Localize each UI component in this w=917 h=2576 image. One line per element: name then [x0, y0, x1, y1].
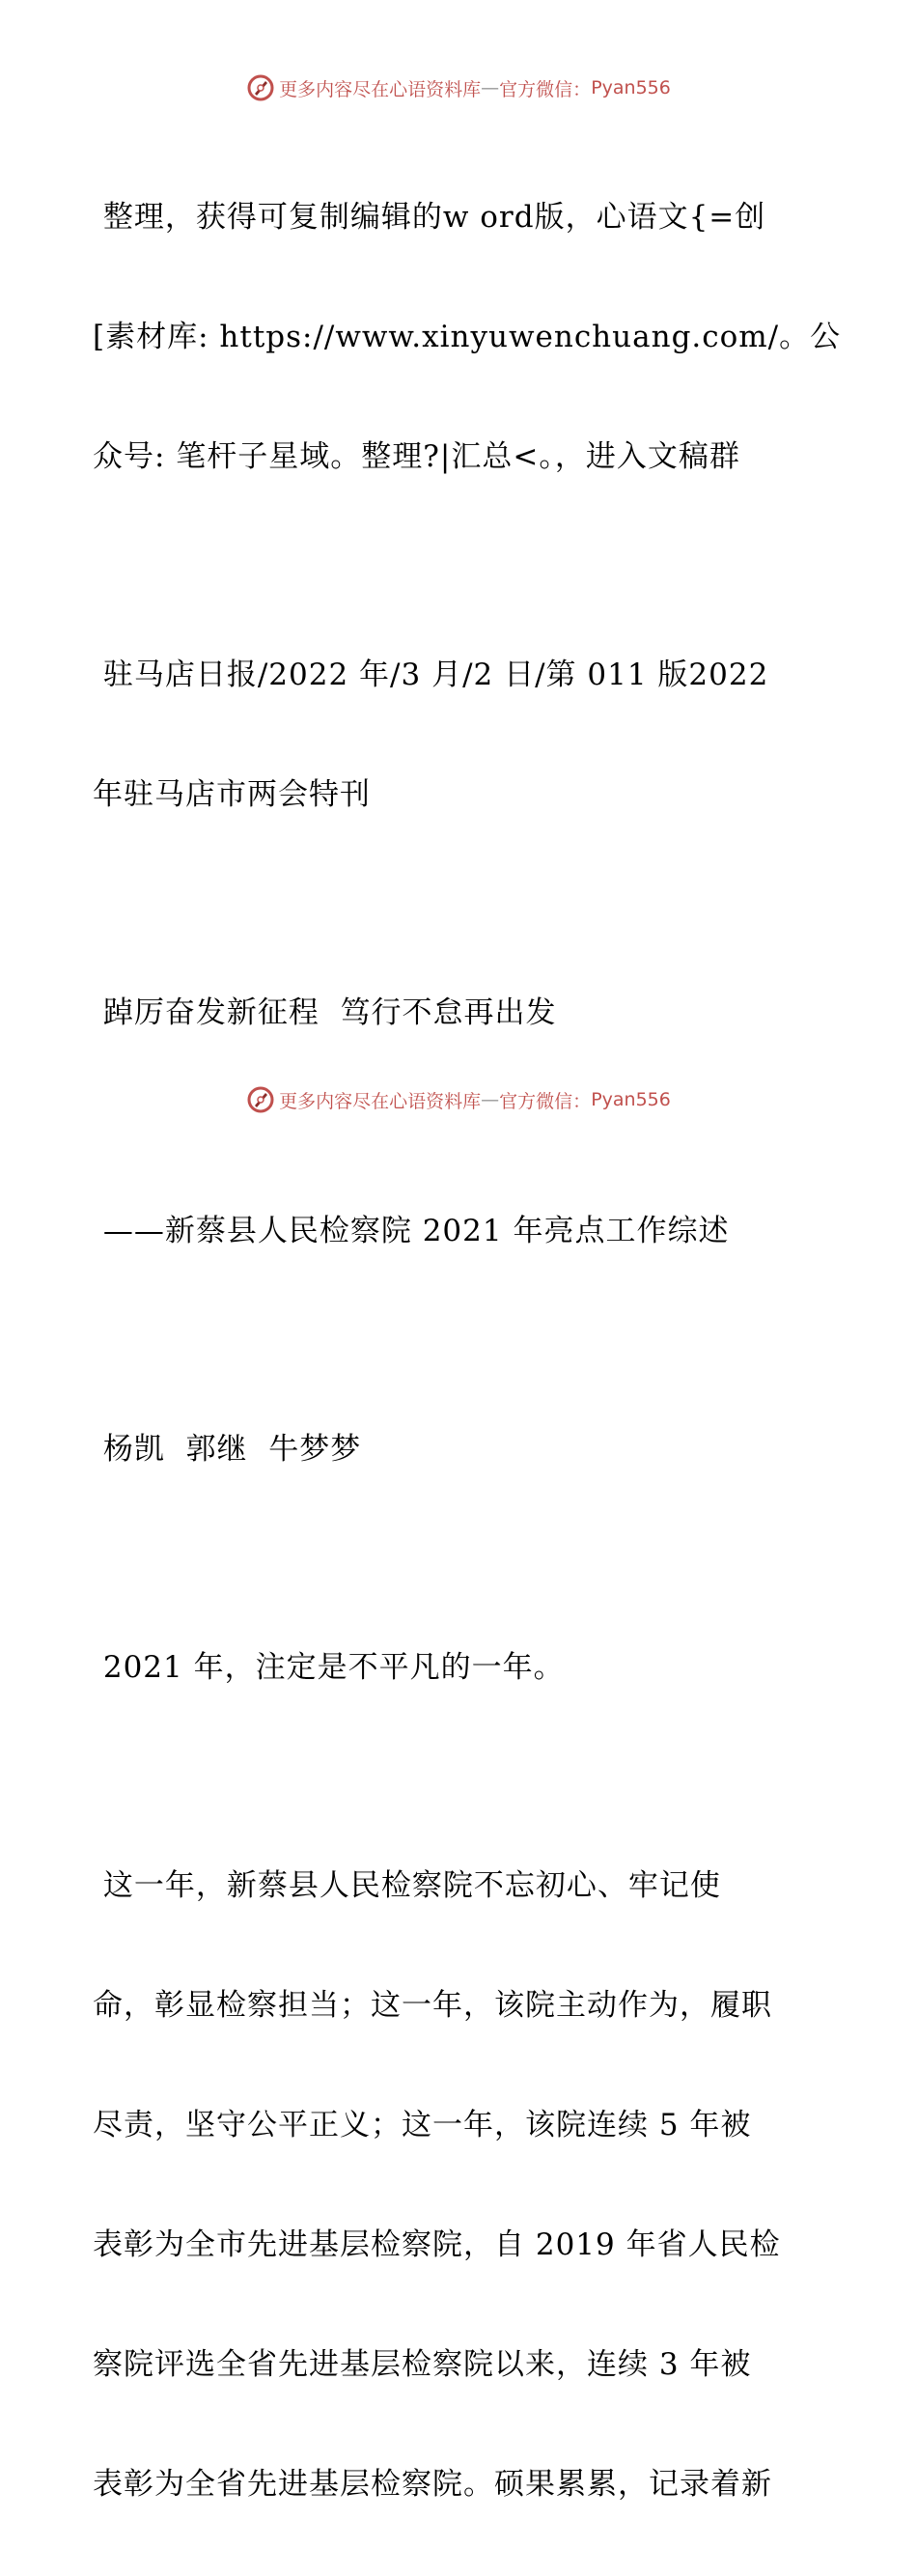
text-line: 2021 年，注定是不平凡的一年。	[93, 1650, 565, 1685]
article-subtitle	[93, 1139, 826, 1323]
text-line: 众号: 笔杆子星域。整理?|汇总<。，进入文稿群	[93, 439, 740, 474]
paragraph-source-note	[93, 126, 842, 548]
text-line: [素材库: https://www.xinyuwenchuang.com/。公	[93, 320, 842, 354]
banner-main-text: 更多内容尽在心语资料库	[279, 78, 482, 100]
text-line: 察院评选全省先进基层检察院以来，连续 3 年被	[93, 2347, 752, 2382]
header-watermark-banner	[0, 71, 917, 104]
banner-wechat-id: Pyan556	[591, 77, 671, 98]
banner-tail-text: 官方微信：	[499, 78, 592, 100]
paragraph-publication-info	[93, 583, 826, 886]
text-line: 年驻马店市两会特刊	[93, 777, 371, 812]
document-body	[93, 116, 842, 2576]
paragraph-body	[93, 1794, 826, 2576]
footer-watermark-banner	[0, 1083, 917, 1116]
article-authors	[93, 1358, 826, 1541]
paragraph-intro	[93, 1576, 826, 1759]
quill-logo-icon	[246, 1085, 275, 1114]
text-line: 尽责，坚守公平正义；这一年，该院连续 5 年被	[93, 2108, 752, 2142]
text-line: 表彰为全省先进基层检察院。硕果累累，记录着新	[93, 2467, 772, 2502]
text-line: 驻马店日报/2022 年/3 月/2 日/第 011 版2022	[93, 658, 769, 692]
text-line: 命，彰显检察担当；这一年，该院主动作为，履职	[93, 1988, 772, 2023]
text-line: 踔厉奋发新征程 笃行不怠再出发	[93, 995, 557, 1030]
quill-logo-icon	[246, 73, 275, 102]
text-line: 整理，获得可复制编辑的w ord版，心语文{=创	[93, 200, 766, 235]
text-line: 杨凯 郭继 牛梦梦	[93, 1432, 362, 1467]
text-line: ——新蔡县人民检察院 2021 年亮点工作综述	[93, 1214, 730, 1248]
banner-wechat-id: Pyan556	[591, 1089, 671, 1110]
banner-separator: —	[481, 77, 500, 98]
article-title	[93, 921, 826, 1105]
text-line: 表彰为全市先进基层检察院，自 2019 年省人民检	[93, 2227, 781, 2262]
banner-separator: —	[481, 1089, 500, 1110]
text-line: 这一年，新蔡县人民检察院不忘初心、牢记使	[93, 1868, 721, 1903]
banner-tail-text: 官方微信：	[499, 1090, 592, 1112]
banner-main-text: 更多内容尽在心语资料库	[279, 1090, 482, 1112]
